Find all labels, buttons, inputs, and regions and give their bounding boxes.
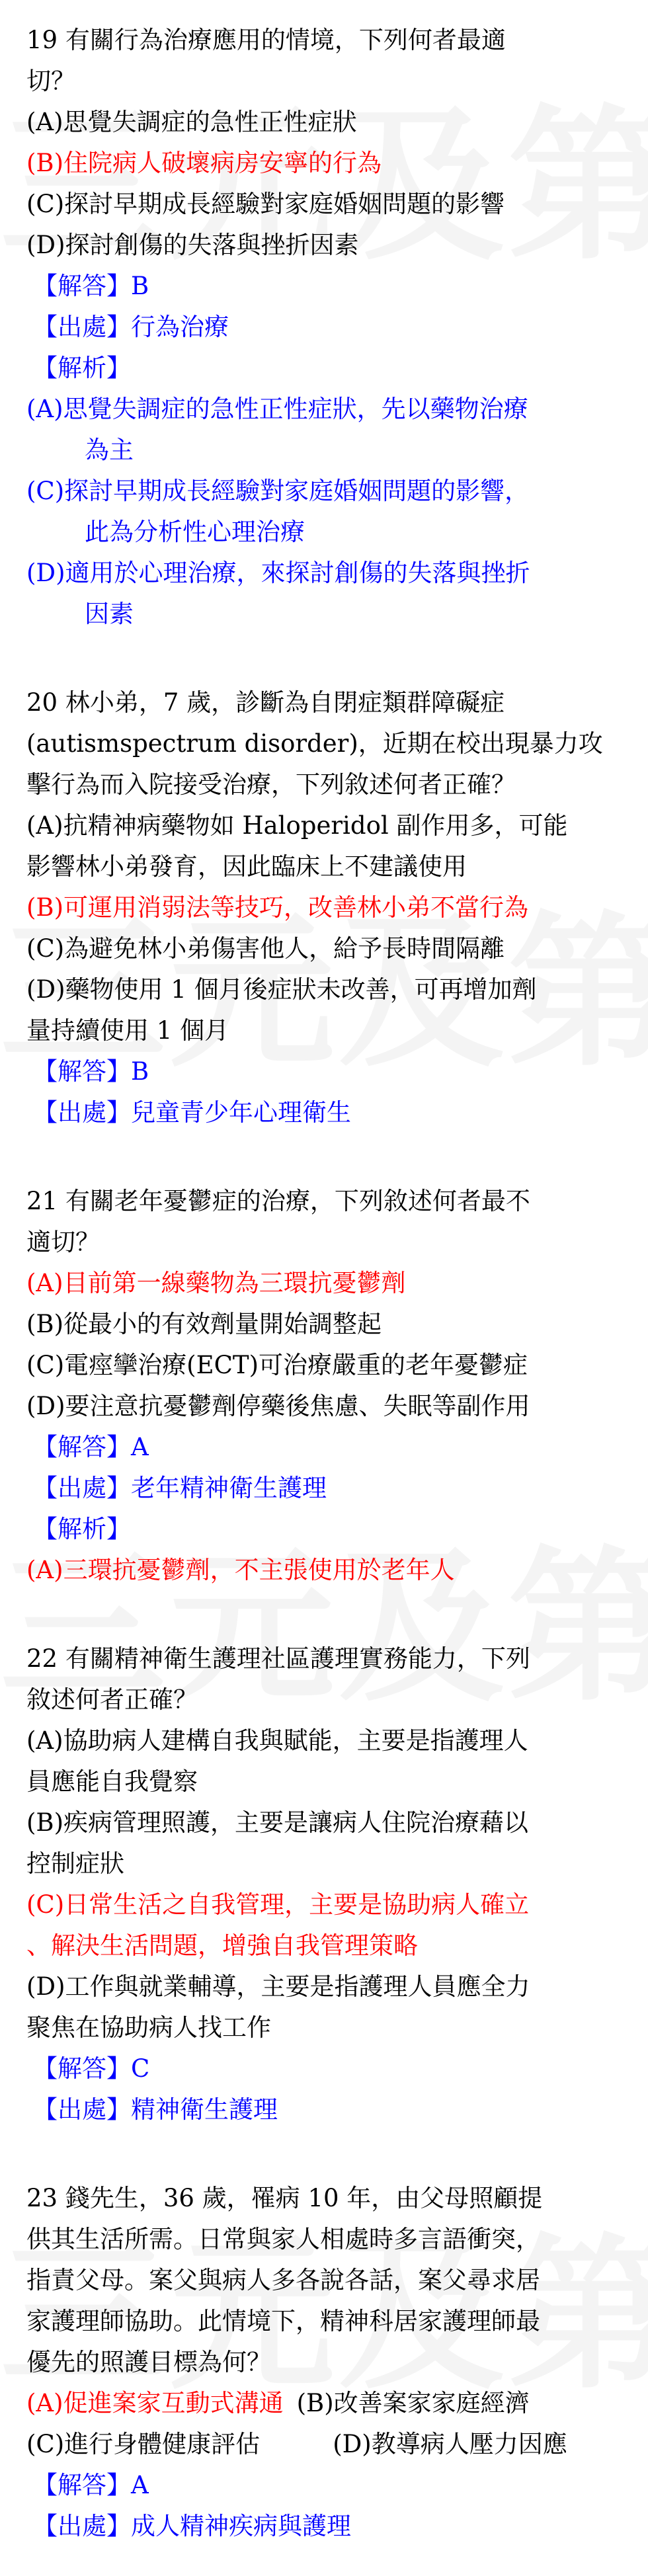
source-line bbox=[26, 307, 635, 348]
answer-line bbox=[26, 266, 635, 307]
source-label: 【出處】 bbox=[33, 1098, 131, 1127]
question-stem: 指責父母。案父與病人多各說各話，案父尋求居 bbox=[26, 2266, 540, 2294]
question-stem: 家護理師協助。此情境下，精神科居家護理師最 bbox=[26, 2307, 540, 2335]
option-b: (B)疾病管理照護，主要是讓病人住院治療藉以 bbox=[26, 1808, 529, 1837]
option-c: (C)探討早期成長經驗對家庭婚姻問題的影響 bbox=[26, 190, 505, 218]
option-a-correct: (A)促進案家互動式溝通 bbox=[26, 2389, 284, 2417]
question-stem: 21 有關老年憂鬱症的治療，下列敘述何者最不 bbox=[26, 1187, 530, 1215]
source-label: 【出處】 bbox=[33, 2095, 131, 2124]
explanation-label: 【解析】 bbox=[33, 1515, 131, 1543]
explanation-line: 因素 bbox=[85, 600, 134, 628]
question-21 bbox=[26, 1181, 635, 1591]
explanation-line: 為主 bbox=[85, 436, 134, 464]
answer-label: 【解答】 bbox=[33, 1057, 131, 1086]
explanation-line: (A)三環抗憂鬱劑，不主張使用於老年人 bbox=[26, 1556, 455, 1584]
explanation-line: 此為分析性心理治療 bbox=[85, 518, 305, 546]
answer-label: 【解答】 bbox=[33, 2471, 131, 2499]
answer-label: 【解答】 bbox=[33, 2054, 131, 2083]
question-19 bbox=[26, 20, 635, 635]
option-d: (D)藥物使用 1 個月後症狀未改善，可再增加劑 bbox=[26, 975, 537, 1004]
question-stem: 優先的照護目標為何？ bbox=[26, 2348, 271, 2376]
question-22 bbox=[26, 1638, 635, 2130]
option-b-correct: (B)住院病人破壞病房安寧的行為 bbox=[26, 149, 382, 177]
source-value: 兒童青少年心理衛生 bbox=[131, 1098, 351, 1127]
source-label: 【出處】 bbox=[33, 2512, 131, 2540]
source-value: 精神衛生護理 bbox=[131, 2095, 278, 2124]
option-c: (C)電痙攣治療(ECT)可治療嚴重的老年憂鬱症 bbox=[26, 1351, 528, 1379]
option-a-cont: 員應能自我覺察 bbox=[26, 1767, 198, 1796]
option-b-cont: 控制症狀 bbox=[26, 1849, 124, 1878]
answer-line bbox=[26, 2465, 635, 2506]
option-a: (A)抗精神病藥物如 Haloperidol 副作用多，可能 bbox=[26, 811, 568, 840]
question-stem: 適切？ bbox=[26, 1228, 100, 1256]
option-a: (A)思覺失調症的急性正性症狀 bbox=[26, 108, 357, 136]
explanation-line: (A)思覺失調症的急性正性症狀，先以藥物治療 bbox=[26, 395, 528, 423]
option-a: (A)協助病人建構自我與賦能，主要是指護理人 bbox=[26, 1726, 528, 1755]
question-stem: 擊行為而入院接受治療，下列敘述何者正確？ bbox=[26, 770, 516, 799]
question-stem: 19 有關行為治療應用的情境，下列何者最適 bbox=[26, 26, 506, 54]
answer-value: A bbox=[131, 2471, 149, 2499]
answer-line bbox=[26, 1427, 635, 1468]
option-c: (C)為避免林小弟傷害他人，給予長時間隔離 bbox=[26, 934, 505, 963]
question-stem: 20 林小弟，7 歲，診斷為自閉症類群障礙症 bbox=[26, 688, 505, 717]
answer-value: C bbox=[131, 2054, 150, 2083]
answer-value: B bbox=[131, 272, 149, 300]
option-c-cont: 、解決生活問題，增強自我管理策略 bbox=[26, 1931, 418, 1960]
source-value: 成人精神疾病與護理 bbox=[131, 2512, 351, 2540]
option-d-cont: 量持續使用 1 個月 bbox=[26, 1016, 229, 1045]
option-c-correct: (C)日常生活之自我管理，主要是協助病人確立 bbox=[26, 1890, 530, 1919]
source-line bbox=[26, 2506, 635, 2547]
question-20 bbox=[26, 682, 635, 1133]
source-line bbox=[26, 2089, 635, 2130]
question-stem: 敘述何者正確？ bbox=[26, 1685, 198, 1714]
option-d: (D)探討創傷的失落與挫折因素 bbox=[26, 231, 359, 259]
option-a-correct: (A)目前第一線藥物為三環抗憂鬱劑 bbox=[26, 1269, 406, 1297]
option-d: (D)工作與就業輔導，主要是指護理人員應全力 bbox=[26, 1972, 530, 2001]
source-line bbox=[26, 1092, 635, 1133]
explanation-label: 【解析】 bbox=[33, 354, 131, 382]
answer-value: B bbox=[131, 1057, 149, 1086]
explanation-line: (C)探討早期成長經驗對家庭婚姻問題的影響， bbox=[26, 477, 530, 505]
source-value: 行為治療 bbox=[131, 313, 229, 341]
answer-line bbox=[26, 2048, 635, 2089]
answer-value: A bbox=[131, 1433, 149, 1461]
option-row bbox=[26, 2383, 635, 2424]
question-stem: 切？ bbox=[26, 67, 75, 95]
option-a-cont: 影響林小弟發育，因此臨床上不建議使用 bbox=[26, 852, 467, 881]
option-b: (B)從最小的有效劑量開始調整起 bbox=[26, 1310, 382, 1338]
option-d: (D)教導病人壓力因應 bbox=[333, 2430, 567, 2458]
option-row bbox=[26, 2424, 635, 2465]
question-stem: 23 錢先生，36 歲，罹病 10 年，由父母照顧提 bbox=[26, 2184, 543, 2212]
question-stem: (autismspectrum disorder)，近期在校出現暴力攻 bbox=[26, 729, 603, 758]
option-b-correct: (B)可運用消弱法等技巧，改善林小弟不當行為 bbox=[26, 893, 529, 922]
source-label: 【出處】 bbox=[33, 313, 131, 341]
answer-label: 【解答】 bbox=[33, 272, 131, 300]
option-d-cont: 聚焦在協助病人找工作 bbox=[26, 2013, 271, 2042]
source-line bbox=[26, 1468, 635, 1509]
question-23 bbox=[26, 2178, 635, 2547]
answer-label: 【解答】 bbox=[33, 1433, 131, 1461]
option-c: (C)進行身體健康評估 bbox=[26, 2430, 261, 2458]
explanation-line: (D)適用於心理治療，來探討創傷的失落與挫折 bbox=[26, 559, 530, 587]
question-stem: 22 有關精神衛生護理社區護理實務能力，下列 bbox=[26, 1644, 530, 1673]
option-d: (D)要注意抗憂鬱劑停藥後焦慮、失眠等副作用 bbox=[26, 1392, 530, 1420]
option-b: (B)改善案家家庭經濟 bbox=[296, 2389, 530, 2417]
source-value: 老年精神衛生護理 bbox=[131, 1474, 327, 1502]
answer-line bbox=[26, 1051, 635, 1092]
source-label: 【出處】 bbox=[33, 1474, 131, 1502]
question-stem: 供其生活所需。日常與家人相處時多言語衝突， bbox=[26, 2225, 540, 2253]
